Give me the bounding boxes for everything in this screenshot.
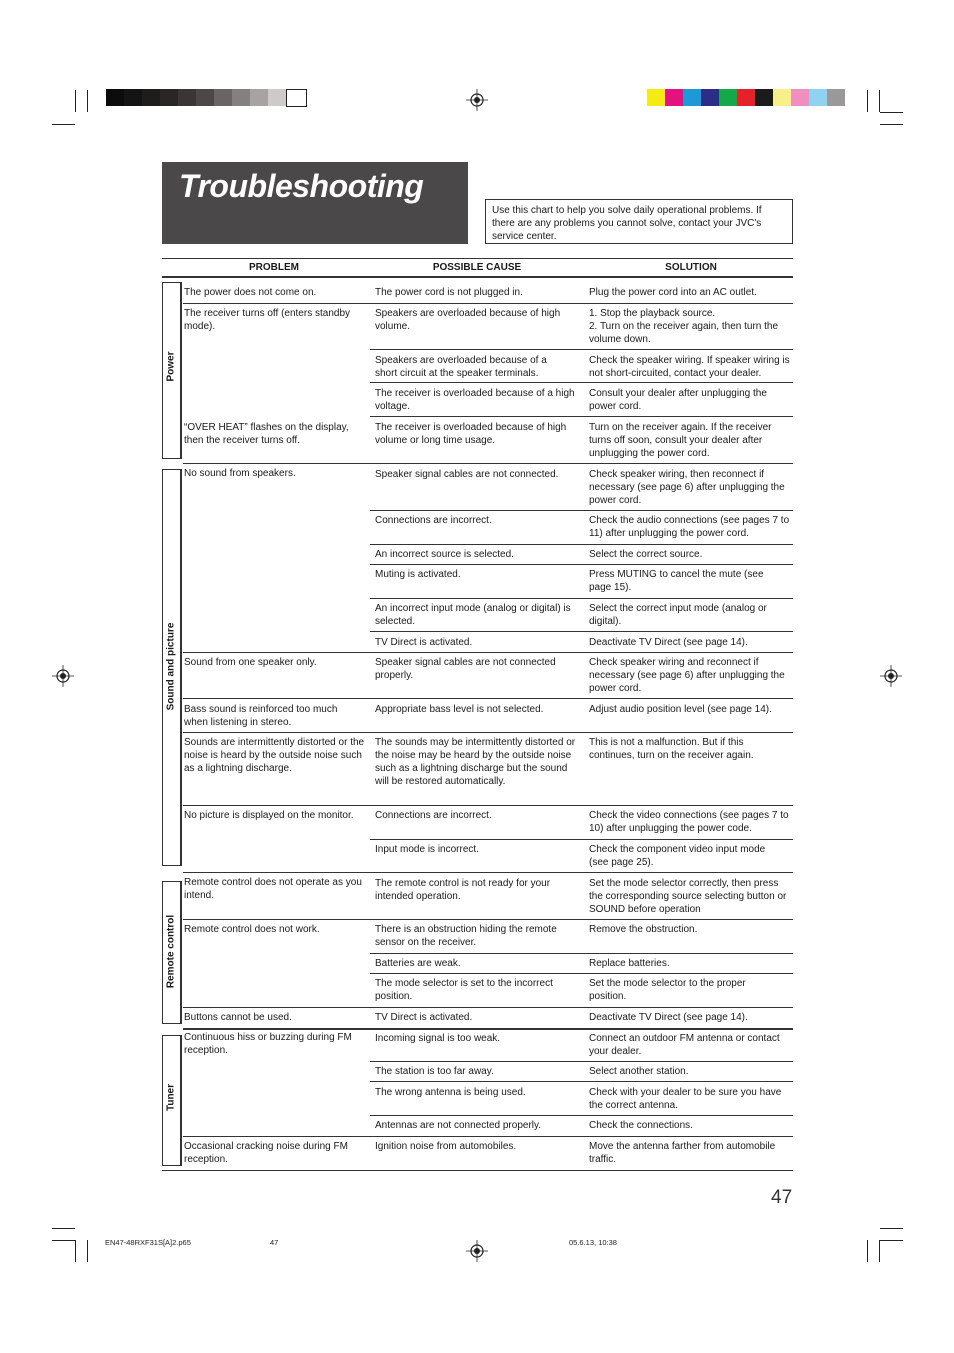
group-label-sound-picture: Sound and picture: [165, 622, 177, 711]
footer-date: 05.6.13, 10:38: [569, 1238, 617, 1247]
crop-mark: [52, 1240, 75, 1241]
problem-cell: “OVER HEAT” flashes on the display, then the receiver turns off.: [184, 422, 349, 446]
cause-cell: Muting is activated.: [375, 569, 461, 580]
solution-cell: Replace batteries.: [589, 958, 670, 969]
cause-cell: The mode selector is set to the incorrect position.: [375, 978, 553, 1002]
header-solution: SOLUTION: [665, 262, 717, 273]
crop-mark: [880, 1240, 903, 1241]
cause-cell: Input mode is incorrect.: [375, 844, 479, 855]
solution-cell: This is not a malfunction. But if this continues, turn on the receiver again.: [589, 737, 754, 761]
crop-mark: [75, 90, 76, 112]
page-number: 47: [771, 1187, 793, 1208]
cause-cell: Batteries are weak.: [375, 958, 461, 969]
table-top-rule: [162, 258, 793, 259]
crop-mark: [880, 112, 903, 113]
solution-cell: Deactivate TV Direct (see page 14).: [589, 637, 748, 648]
header-cause: POSSIBLE CAUSE: [432, 262, 522, 273]
solution-cell: Consult your dealer after unplugging the power cord.: [589, 388, 767, 412]
problem-cell: The receiver turns off (enters standby mode).: [184, 308, 351, 332]
cause-cell: There is an obstruction hiding the remote sensor on the receiver.: [375, 924, 557, 948]
solution-cell: Check the connections.: [589, 1120, 693, 1131]
solution-cell: Check with your dealer to be sure you have the correct antenna.: [589, 1087, 782, 1111]
cause-cell: An incorrect source is selected.: [375, 549, 514, 560]
solution-cell: Move the antenna farther from automobile traffic.: [589, 1141, 776, 1165]
problem-cell: Sound from one speaker only.: [184, 657, 317, 668]
crop-mark: [52, 124, 75, 125]
solution-cell: Turn on the receiver again. If the receiver turns off soon, consult your dealer after unplugging the power cord.: [589, 422, 772, 459]
page-title: Troubleshooting: [179, 168, 424, 204]
registration-mark-icon: [880, 665, 902, 687]
solution-cell: Adjust audio position level (see page 14).: [589, 704, 772, 715]
group-label-tuner: Tuner: [165, 1083, 177, 1112]
footer-file: EN47-48RXF31S[A]2.p65: [105, 1238, 191, 1247]
cause-cell: An incorrect input mode (analog or digital) is selected.: [375, 603, 571, 627]
cause-cell: TV Direct is activated.: [375, 1012, 473, 1023]
footer-page: 47: [270, 1238, 279, 1247]
cause-cell: Ignition noise from automobiles.: [375, 1141, 517, 1152]
cause-cell: The sounds may be intermittently distorted or the noise may be heard by the outside noise such as a lightning discharge but the sound will be restored automatically.: [375, 737, 576, 787]
cause-cell: The station is too far away.: [375, 1066, 494, 1077]
solution-cell: Check the speaker wiring. If speaker wiring is not short-circuited, contact your dealer.: [589, 355, 790, 379]
crop-mark: [75, 1240, 76, 1262]
problem-cell: Remote control does not operate as you intend.: [184, 877, 362, 901]
cause-cell: Connections are incorrect.: [375, 810, 492, 821]
solution-cell: Check the audio connections (see pages 7 to 11) after unplugging the power cord.: [589, 515, 790, 539]
solution-cell: Check the component video input mode (see page 25).: [589, 844, 766, 868]
cause-cell: The remote control is not ready for your intended operation.: [375, 878, 551, 902]
problem-cell: Occasional cracking noise during FM reception.: [184, 1141, 348, 1165]
cause-cell: The wrong antenna is being used.: [375, 1087, 526, 1098]
solution-cell: Connect an outdoor FM antenna or contact your dealer.: [589, 1033, 780, 1057]
header-problem: PROBLEM: [249, 262, 299, 273]
crop-mark: [879, 90, 880, 112]
crop-mark: [867, 1240, 868, 1262]
solution-cell: Plug the power cord into an AC outlet.: [589, 287, 757, 298]
cause-cell: The receiver is overloaded because of high volume or long time usage.: [375, 422, 567, 446]
crop-mark: [880, 1228, 903, 1229]
solution-cell: Select the correct input mode (analog or digital).: [589, 603, 767, 627]
registration-mark-icon: [466, 89, 488, 111]
intro-note: Use this chart to help you solve daily operational problems. If there are any problems you cannot solve, contact your JVC's service center.: [485, 199, 793, 244]
crop-mark: [880, 124, 903, 125]
solution-cell: Select the correct source.: [589, 549, 703, 560]
problem-cell: Buttons cannot be used.: [184, 1012, 292, 1023]
problem-cell: Continuous hiss or buzzing during FM reception.: [184, 1032, 352, 1056]
solution-cell: Deactivate TV Direct (see page 14).: [589, 1012, 748, 1023]
solution-cell: Check speaker wiring and reconnect if necessary (see page 6) after unplugging the power cord.: [589, 657, 785, 694]
cause-cell: Incoming signal is too weak.: [375, 1033, 501, 1044]
registration-mark-icon: [52, 665, 74, 687]
group-label-remote-control: Remote control: [165, 914, 177, 989]
group-label-power: Power: [165, 351, 177, 382]
registration-mark-icon: [466, 1240, 488, 1262]
problem-cell: No sound from speakers.: [184, 468, 296, 479]
solution-cell: Set the mode selector to the proper position.: [589, 978, 746, 1002]
crop-mark: [52, 1228, 75, 1229]
crop-mark: [867, 90, 868, 112]
problem-cell: Sounds are intermittently distorted or the noise is heard by the outside noise such as a lightning discharge.: [184, 737, 365, 774]
cause-cell: Appropriate bass level is not selected.: [375, 704, 544, 715]
cause-cell: TV Direct is activated.: [375, 637, 473, 648]
cause-cell: Connections are incorrect.: [375, 515, 492, 526]
cause-cell: The receiver is overloaded because of a high voltage.: [375, 388, 575, 412]
cause-cell: Speaker signal cables are not connected.: [375, 469, 559, 480]
problem-cell: No picture is displayed on the monitor.: [184, 810, 354, 821]
solution-cell: Press MUTING to cancel the mute (see page 15).: [589, 569, 764, 593]
solution-cell: Remove the obstruction.: [589, 924, 698, 935]
solution-cell: Select another station.: [589, 1066, 689, 1077]
solution-cell: 1. Stop the playback source. 2. Turn on the receiver again, then turn the volume down.: [589, 308, 779, 345]
cause-cell: Speakers are overloaded because of a short circuit at the speaker terminals.: [375, 355, 547, 379]
problem-cell: Bass sound is reinforced too much when listening in stereo.: [184, 704, 338, 728]
solution-cell: Check speaker wiring, then reconnect if necessary (see page 6) after unplugging the power cord.: [589, 469, 785, 506]
cause-cell: Speakers are overloaded because of high volume.: [375, 308, 561, 332]
crop-mark: [87, 1240, 88, 1262]
cause-cell: The power cord is not plugged in.: [375, 287, 523, 298]
crop-mark: [87, 90, 88, 112]
solution-cell: Set the mode selector correctly, then press the corresponding source selecting button or SOUND before operation: [589, 878, 787, 915]
crop-mark: [879, 1240, 880, 1262]
cause-cell: Speaker signal cables are not connected properly.: [375, 657, 556, 681]
table-header-rule: [162, 276, 793, 278]
problem-cell: The power does not come on.: [184, 287, 317, 298]
solution-cell: Check the video connections (see pages 7 to 10) after unplugging the power code.: [589, 810, 789, 834]
cause-cell: Antennas are not connected properly.: [375, 1120, 542, 1131]
problem-cell: Remote control does not work.: [184, 924, 320, 935]
